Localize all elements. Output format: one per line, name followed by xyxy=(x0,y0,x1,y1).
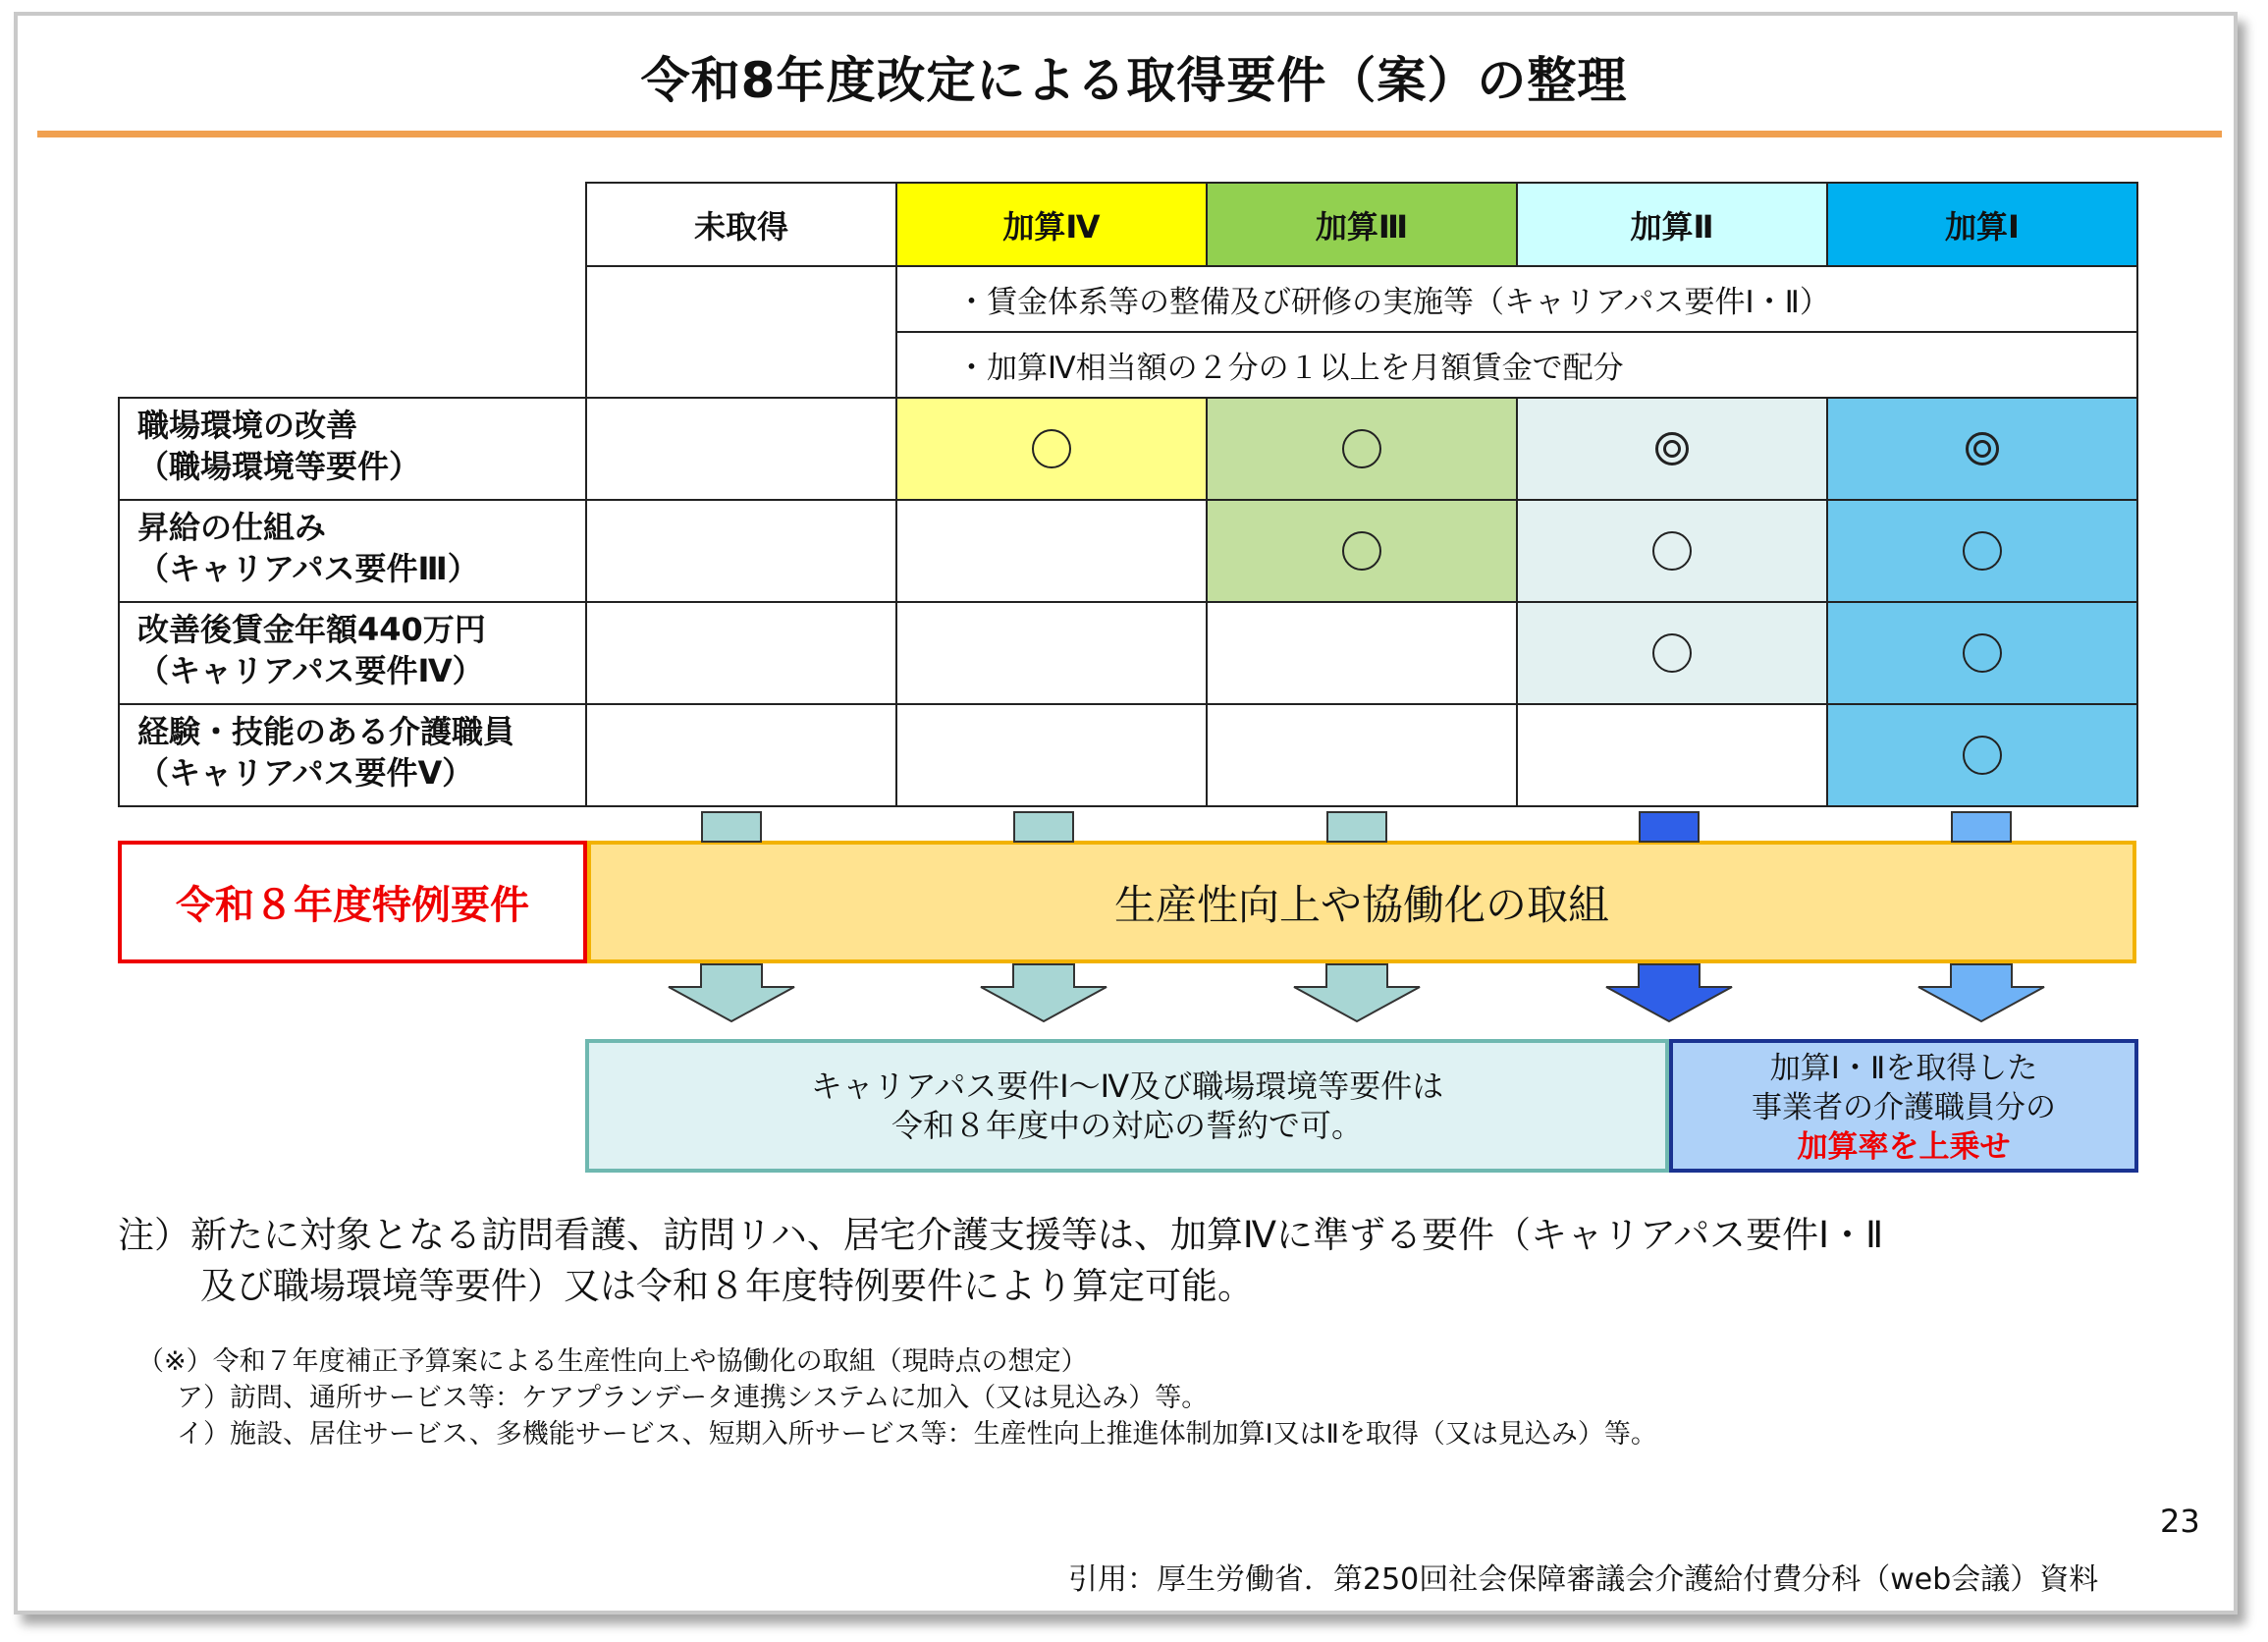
row-cell-kasan-3 xyxy=(1206,703,1518,807)
row-label-title: 改善後賃金年額440万円 xyxy=(137,611,486,648)
rate-line-3: 加算率を上乗せ xyxy=(1797,1129,2011,1165)
row-cell-not-acquired xyxy=(585,601,897,705)
citation: 引用：厚生労働省．第250回社会保障審議会介護給付費分科（web会議）資料 xyxy=(1068,1562,2099,1597)
title-underline xyxy=(37,131,2222,137)
row-cell-kasan-1 xyxy=(1826,397,2138,501)
note xyxy=(118,1210,2180,1312)
down-arrow-icon xyxy=(1605,963,1733,1022)
arrow-stub-kasan-3 xyxy=(1326,811,1387,841)
down-arrow-icon xyxy=(668,963,795,1022)
rate-addition-box xyxy=(1669,1039,2138,1173)
circle-mark-icon xyxy=(1963,531,2002,571)
row-cell-not-acquired xyxy=(585,499,897,603)
circle-mark-icon xyxy=(1032,429,1071,468)
circle-mark-icon xyxy=(1652,531,1692,571)
footnote-line-2: ア）訪問、通所サービス等：ケアプランデータ連携システムに加入（又は見込み）等。 xyxy=(177,1383,1209,1413)
circle-mark-icon xyxy=(1652,633,1692,673)
down-arrow-icon xyxy=(1917,963,2045,1022)
row-cell-kasan-4 xyxy=(895,499,1208,603)
row-cell-kasan-4 xyxy=(895,397,1208,501)
pledge-line-1: キャリアパス要件Ⅰ～Ⅳ及び職場環境等要件は xyxy=(810,1067,1444,1105)
circle-mark-icon xyxy=(1342,531,1381,571)
row-cell-kasan-1 xyxy=(1826,703,2138,807)
column-header-kasan-4: 加算Ⅳ xyxy=(895,182,1208,267)
row-cell-kasan-3 xyxy=(1206,397,1518,501)
page-number: 23 xyxy=(2160,1503,2200,1540)
double-circle-mark-icon xyxy=(1655,432,1689,465)
row-label xyxy=(118,601,587,705)
row-label-requirement: （キャリアパス要件Ⅳ） xyxy=(137,652,484,689)
row-cell-kasan-3 xyxy=(1206,499,1518,603)
column-header-kasan-2: 加算Ⅱ xyxy=(1516,182,1828,267)
row-label-title: 経験・技能のある介護職員 xyxy=(137,713,515,750)
circle-mark-icon xyxy=(1963,633,2002,673)
row-label xyxy=(118,499,587,603)
row-cell-kasan-4 xyxy=(895,601,1208,705)
pledge-line-2: 令和８年度中の対応の誓約で可。 xyxy=(891,1107,1363,1144)
column-header-kasan-3: 加算Ⅲ xyxy=(1206,182,1518,267)
row-cell-kasan-2 xyxy=(1516,499,1828,603)
row-cell-kasan-2 xyxy=(1516,601,1828,705)
common-requirement-2: ・加算Ⅳ相当額の２分の１以上を月額賃金で配分 xyxy=(895,331,2138,399)
column-header-kasan-1: 加算Ⅰ xyxy=(1826,182,2138,267)
footnote-line-1: （※）令和７年度補正予算案による生産性向上や協働化の取組（現時点の想定） xyxy=(137,1346,1088,1377)
row-cell-kasan-2 xyxy=(1516,397,1828,501)
row-label-title: 昇給の仕組み xyxy=(137,509,327,546)
row-cell-kasan-3 xyxy=(1206,601,1518,705)
double-circle-mark-icon xyxy=(1966,432,1999,465)
circle-mark-icon xyxy=(1963,736,2002,775)
row-cell-not-acquired xyxy=(585,397,897,501)
rate-line-1: 加算Ⅰ・Ⅱを取得した xyxy=(1769,1051,2038,1086)
rate-line-2: 事業者の介護職員分の xyxy=(1752,1090,2056,1125)
row-cell-kasan-2 xyxy=(1516,703,1828,807)
down-arrow-icon xyxy=(1293,963,1421,1022)
pledge-box xyxy=(585,1039,1669,1173)
row-cell-kasan-4 xyxy=(895,703,1208,807)
common-req-blank xyxy=(585,265,897,399)
footnote-line-3: イ）施設、居住サービス、多機能サービス、短期入所サービス等：生産性向上推進体制加算Ⅰ又はⅡを取得（又は見込み）等。 xyxy=(177,1419,1657,1450)
row-label-requirement: （キャリアパス要件Ⅲ） xyxy=(137,550,479,587)
note-line-2: 及び職場環境等要件）又は令和８年度特例要件により算定可能。 xyxy=(200,1265,1254,1307)
circle-mark-icon xyxy=(1342,429,1381,468)
common-requirement-1: ・賃金体系等の整備及び研修の実施等（キャリアパス要件Ⅰ・Ⅱ） xyxy=(895,265,2138,333)
row-cell-not-acquired xyxy=(585,703,897,807)
down-arrow-icon xyxy=(980,963,1107,1022)
row-label-requirement: （職場環境等要件） xyxy=(137,448,421,485)
arrow-stub-kasan-1 xyxy=(1951,811,2012,841)
row-cell-kasan-1 xyxy=(1826,601,2138,705)
row-cell-kasan-1 xyxy=(1826,499,2138,603)
row-label-requirement: （キャリアパス要件Ⅴ） xyxy=(137,754,474,792)
special-requirement-label: 令和８年度特例要件 xyxy=(118,841,587,963)
arrow-stub-not-acquired xyxy=(701,811,762,841)
arrow-stub-kasan-4 xyxy=(1013,811,1074,841)
note-line-1: 注）新たに対象となる訪問看護、訪問リハ、居宅介護支援等は、加算Ⅳに準ずる要件（キャリアパス要件Ⅰ・Ⅱ xyxy=(118,1214,1884,1256)
footnote xyxy=(137,1343,2150,1452)
column-header-not-acquired: 未取得 xyxy=(585,182,897,267)
row-label xyxy=(118,703,587,807)
row-label-title: 職場環境の改善 xyxy=(137,407,358,444)
slide-title: 令和8年度改定による取得要件（案）の整理 xyxy=(640,52,1628,109)
arrow-stub-kasan-2 xyxy=(1639,811,1700,841)
special-requirement-body: 生産性向上や協働化の取組 xyxy=(587,841,2136,963)
row-label xyxy=(118,397,587,501)
